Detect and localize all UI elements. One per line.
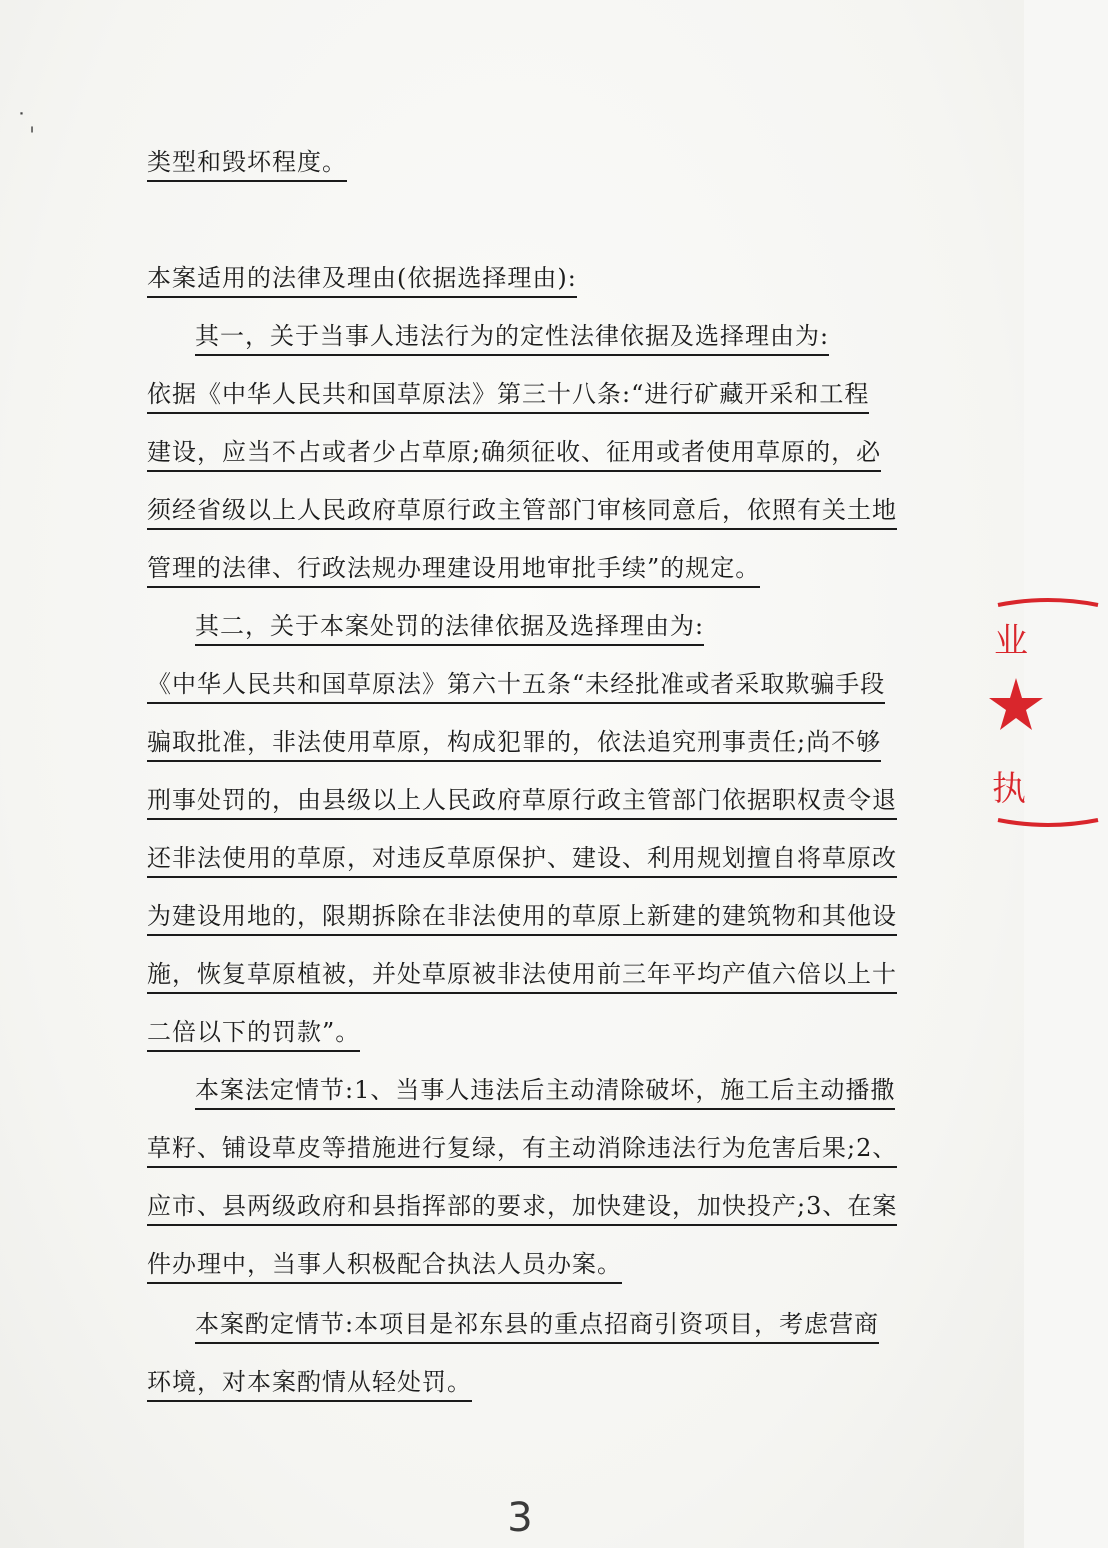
part2-line: 为建设用地的，限期拆除在非法使用的草原上新建的建筑物和其他设 bbox=[147, 900, 897, 936]
part2-line: 二倍以下的罚款”。 bbox=[147, 1016, 360, 1052]
part1-line: 管理的法律、行政法规办理建设用地审批手续”的规定。 bbox=[147, 552, 760, 588]
part2-line: 施，恢复草原植被，并处草原被非法使用前三年平均产值六倍以上十 bbox=[147, 958, 897, 994]
part1-line: 须经省级以上人民政府草原行政主管部门审核同意后，依照有关土地 bbox=[147, 494, 897, 530]
part1-line: 建设，应当不占或者少占草原;确须征收、征用或者使用草原的，必 bbox=[147, 436, 881, 472]
part2-line: 《中华人民共和国草原法》第六十五条“未经批准或者采取欺骗手段 bbox=[147, 668, 885, 704]
page-number: 3 bbox=[507, 1495, 533, 1541]
svg-text:业: 业 bbox=[994, 621, 1028, 661]
part2-heading: 其二，关于本案处罚的法律依据及选择理由为: bbox=[195, 610, 704, 646]
part1-line: 依据《中华人民共和国草原法》第三十八条:“进行矿藏开采和工程 bbox=[147, 378, 869, 414]
part2-line: 刑事处罚的，由县级以上人民政府草原行政主管部门依据职权责令退 bbox=[147, 784, 897, 820]
statutory-circumstances-line: 本案法定情节:1、当事人违法后主动清除破坏，施工后主动播撒 bbox=[195, 1074, 895, 1110]
part2-line: 还非法使用的草原，对违反草原保护、建设、利用规划擅自将草原改 bbox=[147, 842, 897, 878]
svg-text:执: 执 bbox=[992, 769, 1026, 809]
discretionary-circumstances-line: 本案酌定情节:本项目是祁东县的重点招商引资项目，考虑营商 bbox=[195, 1308, 879, 1344]
statutory-circumstances-line: 草籽、铺设草皮等措施进行复绿，有主动消除违法行为危害后果;2、 bbox=[147, 1132, 897, 1168]
scan-artifact: ˙ˌ bbox=[16, 110, 38, 135]
statutory-circumstances-line: 件办理中，当事人积极配合执法人员办案。 bbox=[147, 1248, 622, 1284]
part2-line: 骗取批准，非法使用草原，构成犯罪的，依法追究刑事责任;尚不够 bbox=[147, 726, 881, 762]
part1-heading: 其一，关于当事人违法行为的定性法律依据及选择理由为: bbox=[195, 320, 829, 356]
statutory-circumstances-line: 应市、县两级政府和县指挥部的要求，加快建设，加快投产;3、在案 bbox=[147, 1190, 897, 1226]
official-seal-fragment bbox=[988, 600, 1108, 825]
discretionary-circumstances-line: 环境，对本案酌情从轻处罚。 bbox=[147, 1366, 472, 1402]
top-fragment-line: 类型和毁坏程度。 bbox=[147, 146, 347, 182]
section-heading: 本案适用的法律及理由(依据选择理由): bbox=[147, 262, 577, 298]
